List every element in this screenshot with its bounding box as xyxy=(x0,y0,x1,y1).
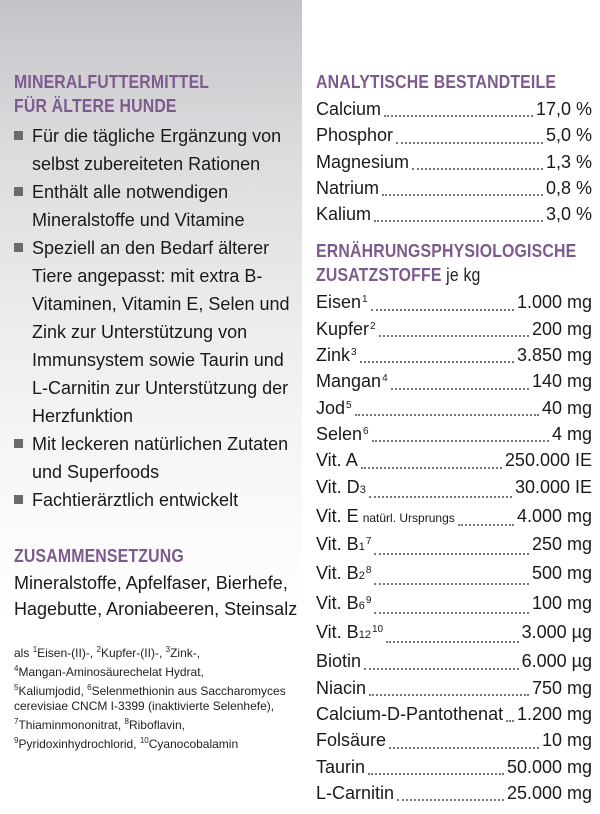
nutrient-name: Vit. E natürl. Ursprungs xyxy=(316,505,455,526)
nutrient-value: 17,0 % xyxy=(535,99,592,119)
nutrient-row xyxy=(316,447,592,473)
nutrient-value: 4 mg xyxy=(551,423,592,444)
dot-leader xyxy=(374,611,529,614)
nutrient-subscript: 1 xyxy=(358,541,365,554)
dot-leader xyxy=(506,719,514,722)
dot-leader xyxy=(397,798,504,801)
nutrient-value: 6.000 µg xyxy=(521,651,592,672)
nutrient-row xyxy=(316,474,592,503)
footnote-ref: 8 xyxy=(365,565,372,577)
dot-leader xyxy=(374,552,529,555)
nutrient-row xyxy=(316,701,592,727)
dot-leader xyxy=(412,167,543,170)
nutrient-value: 5,0 % xyxy=(545,125,592,146)
footnote-ref: 10 xyxy=(371,624,384,636)
nutrient-name: Vit. $B2^8$ xyxy=(316,563,372,584)
nutrient-name: Eisen$^1$ xyxy=(316,292,368,313)
product-title-line2: FÜR ÄLTERE HUNDE xyxy=(14,96,177,116)
additives-table xyxy=(316,289,592,806)
dot-leader xyxy=(368,772,504,775)
square-bullet-icon xyxy=(14,495,23,504)
feature-item: Speziell an den Bedarf älterer Tiere angepasst: mit extra B-Vitaminen, Vitamin E, Selen und Zink zur Unterstützung von Immunsystem sowie Taurin und L-Carnitin zur Unterstützung der Herzfunktion xyxy=(14,234,298,430)
analytic-table xyxy=(316,96,592,227)
dot-leader xyxy=(374,582,529,585)
footnote: als $^1$Eisen-(II)-, $^2$Kupfer-(II)-, $^3$Zink-, $^4$Mangan-Aminosäurechelat Hydrat, $^5$Kaliumjodid, $^6$Selenmethionin aus Saccharomyces cerevisiae CNCM I-3399 (inaktivierte Selenhefe), $^7$Thiaminmononitrat, $^8$Riboflavin, $^9$Pyridoxinhydrochlorid, $^{10}$Cyanocobalamin xyxy=(14,645,286,751)
nutrient-row xyxy=(316,727,592,753)
nutrient-name: Zink$^3$ xyxy=(316,345,357,366)
dot-leader xyxy=(364,667,519,670)
nutrient-name: Selen$^6$ xyxy=(316,423,369,444)
nutrient-name: Vit. $B12^{10}$ xyxy=(316,622,384,643)
dot-leader xyxy=(355,413,539,416)
nutrient-value: 250.000 IE xyxy=(504,450,592,471)
nutrient-name: Magnesium xyxy=(316,151,410,172)
analytic-heading: ANALYTISCHE BESTANDTEILE xyxy=(316,72,557,92)
nutrient-value: 140 mg xyxy=(531,371,592,392)
dot-leader xyxy=(372,439,549,442)
square-bullet-icon xyxy=(14,187,23,196)
square-bullet-icon xyxy=(14,243,23,252)
nutrient-name: Biotin xyxy=(316,651,362,672)
nutrient-subscript: 6 xyxy=(358,599,365,612)
nutrient-row xyxy=(316,675,592,701)
nutrient-name: Vit. D3 xyxy=(316,476,366,497)
nutrient-row xyxy=(316,368,592,394)
composition-heading: ZUSAMMENSETZUNG xyxy=(14,546,184,566)
nutrient-value: 200 mg xyxy=(531,318,592,339)
nutrient-row xyxy=(316,780,592,806)
footnote-ref: 6 xyxy=(363,425,369,437)
nutrient-value: 40 mg xyxy=(541,397,592,418)
nutrient-row xyxy=(316,395,592,421)
feature-item: Enthält alle notwendigen Mineralstoffe und Vitamine xyxy=(14,178,298,234)
dot-leader xyxy=(386,640,518,643)
nutrient-row xyxy=(316,648,592,674)
nutrient-value: 3.000 µg xyxy=(521,622,592,643)
nutrient-row xyxy=(316,560,592,589)
nutrient-subscript: 2 xyxy=(358,570,365,583)
nutrient-name: Calcium-D-Pantothenat xyxy=(316,703,504,724)
nutrient-row xyxy=(316,122,592,148)
nutrient-value: 50.000 mg xyxy=(506,756,592,777)
nutrient-row xyxy=(316,590,592,619)
footnote-ref: 1 xyxy=(362,294,368,306)
footnote-ref: 7 xyxy=(365,536,372,548)
dot-leader xyxy=(371,308,514,311)
nutrient-row xyxy=(316,342,592,368)
nutrient-value: 0,8 % xyxy=(545,177,592,198)
square-bullet-icon xyxy=(14,439,23,448)
nutrient-name: Natrium xyxy=(316,177,380,198)
dot-leader xyxy=(361,466,502,469)
nutrient-row xyxy=(316,619,592,648)
nutrient-name: Kalium xyxy=(316,204,372,225)
nutrient-note: natürl. Ursprungs xyxy=(362,510,455,525)
nutrient-value: 30.000 IE xyxy=(514,476,592,497)
dot-leader xyxy=(369,693,529,696)
nutrient-row xyxy=(316,754,592,780)
product-info-column xyxy=(14,70,298,752)
nutrient-value: 10 mg xyxy=(541,730,592,751)
footnote-ref: 3 xyxy=(351,347,357,359)
feature-item: Für die tägliche Ergänzung von selbst zubereiteten Rationen xyxy=(14,122,298,178)
nutrient-value: 500 mg xyxy=(531,563,592,584)
nutrient-value: 3,0 % xyxy=(545,204,592,225)
dot-leader xyxy=(369,495,512,498)
nutrient-value: 4.000 mg xyxy=(516,505,592,526)
dot-leader xyxy=(374,219,543,222)
nutrient-row xyxy=(316,96,592,122)
dot-leader xyxy=(379,334,529,337)
footnote-ref: 5 xyxy=(346,399,352,411)
nutrient-name: L-Carnitin xyxy=(316,782,395,803)
nutrient-row xyxy=(316,503,592,531)
nutrient-name: Vit. A xyxy=(316,450,358,471)
nutrient-name: Taurin xyxy=(316,756,366,777)
nutrient-name: Niacin xyxy=(316,677,367,698)
nutrient-subscript: 3 xyxy=(359,483,366,496)
nutrient-value: 1.000 mg xyxy=(516,292,592,313)
dot-leader xyxy=(389,746,539,749)
dot-leader xyxy=(382,193,543,196)
footnote-ref: 4 xyxy=(382,373,388,385)
feature-list xyxy=(14,122,298,514)
additives-heading: ERNÄHRUNGSPHYSIOLOGISCHE ZUSATZSTOFFE je kg xyxy=(316,241,577,286)
nutrient-value: 3.850 mg xyxy=(516,345,592,366)
dot-leader xyxy=(391,387,529,390)
nutrient-row xyxy=(316,289,592,315)
nutrient-value: 1,3 % xyxy=(545,151,592,172)
nutrient-value: 750 mg xyxy=(531,677,592,698)
dot-leader xyxy=(384,114,533,117)
nutrient-value: 100 mg xyxy=(531,592,592,613)
nutrient-name: Calcium xyxy=(316,99,382,119)
nutrient-name: Jod$^5$ xyxy=(316,397,352,418)
nutrient-name: Phosphor xyxy=(316,125,394,146)
nutrient-row xyxy=(316,175,592,201)
nutrient-name: Folsäure xyxy=(316,730,387,751)
nutrition-column xyxy=(316,70,592,806)
nutrient-row xyxy=(316,201,592,227)
dot-leader xyxy=(458,523,514,526)
feature-item: Mit leckeren natürlichen Zutaten und Superfoods xyxy=(14,430,298,486)
product-title xyxy=(14,70,299,118)
nutrient-row xyxy=(316,149,592,175)
nutrient-row xyxy=(316,316,592,342)
square-bullet-icon xyxy=(14,131,23,140)
nutrient-value: 250 mg xyxy=(531,534,592,555)
dot-leader xyxy=(396,141,543,144)
nutrient-subscript: 12 xyxy=(358,629,371,642)
footnote-ref: 2 xyxy=(370,320,376,332)
nutrient-row xyxy=(316,531,592,560)
nutrient-name: Mangan$^4$ xyxy=(316,371,388,392)
nutrient-name: Vit. $B1^7$ xyxy=(316,534,372,555)
feature-item: Fachtierärztlich entwickelt xyxy=(14,486,298,514)
nutrient-value: 25.000 mg xyxy=(506,782,592,803)
nutrient-name: Kupfer$^2$ xyxy=(316,318,376,339)
dot-leader xyxy=(360,360,514,363)
nutrient-row xyxy=(316,421,592,447)
footnote-ref: 9 xyxy=(365,594,372,606)
composition-text: Mineralstoffe, Apfelfaser, Bierhefe, Hagebutte, Aroniabeeren, Steinsalz xyxy=(14,573,298,619)
nutrient-value: 1.200 mg xyxy=(516,703,592,724)
product-title-line1: MINERALFUTTERMITTEL xyxy=(14,72,210,92)
nutrient-name: Vit. $B6^9$ xyxy=(316,592,372,613)
